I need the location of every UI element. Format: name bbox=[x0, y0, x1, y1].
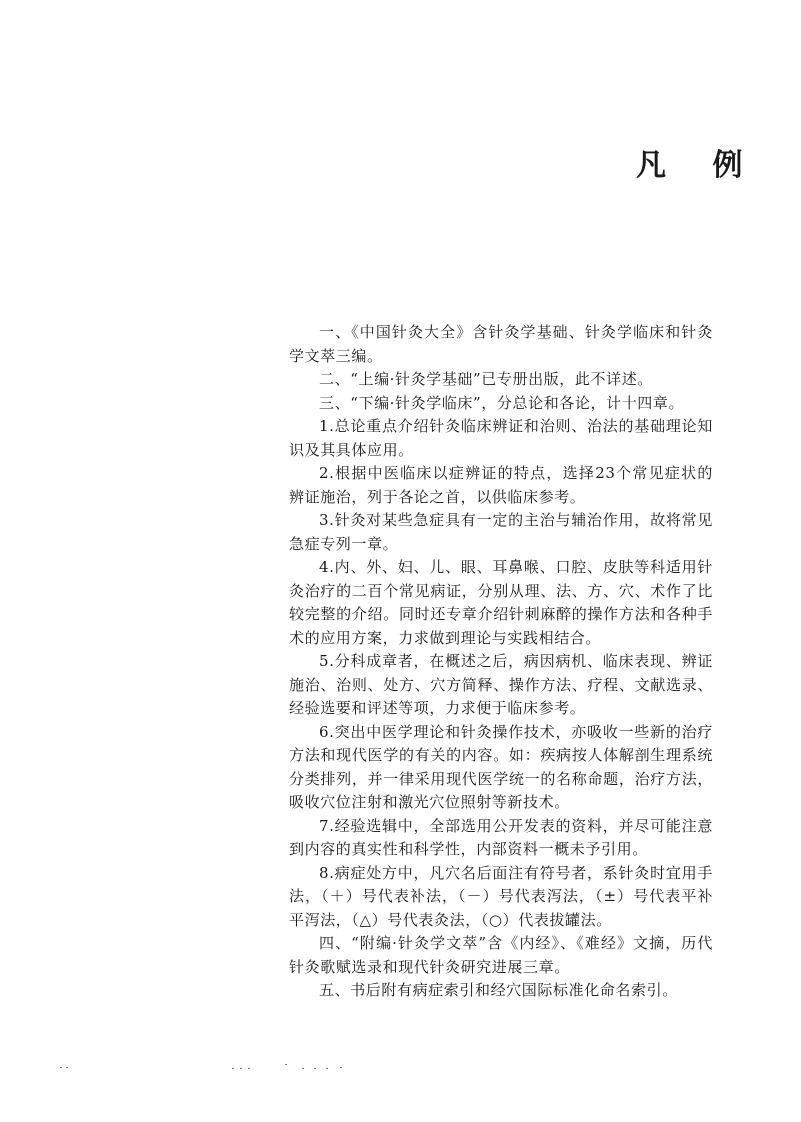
paragraph: 1.总论重点介绍针灸临床辨证和治则、治法的基础理论知识及其具体应用。 bbox=[289, 417, 713, 459]
scan-speck bbox=[314, 1068, 316, 1069]
paragraph: 6.突出中医学理论和针灸操作技术，亦吸收一些新的治疗方法和现代医学的有关的内容。如：疾病按人体解剖生理系统分类排列，并一律采用现代医学统一的名称命题，治疗方法，吸收穴位注射和激光穴位照射等新技术。 bbox=[289, 722, 713, 811]
body-text bbox=[289, 321, 713, 1003]
scan-speck bbox=[302, 1068, 304, 1069]
scan-speck bbox=[66, 1067, 68, 1068]
scan-speck bbox=[248, 1068, 250, 1069]
paragraph: 3.针灸对某些急症具有一定的主治与辅治作用，故将常见急症专列一章。 bbox=[289, 511, 713, 553]
scan-speck bbox=[285, 1064, 287, 1065]
paragraph: 4.内、外、妇、儿、眼、耳鼻喉、口腔、皮肤等科适用针灸治疗的二百个常见病证，分别从理、法、方、穴、术作了比较完整的介绍。同时还专章介绍针刺麻醉的操作方法和各种手术的应用方案，力求做到理论与实践相结合。 bbox=[289, 558, 713, 647]
paragraph: 2.根据中医临床以症辨证的特点，选择23个常见症状的辨证施治，列于各论之首，以供临床参考。 bbox=[289, 464, 713, 506]
paragraph: 三、“下编·针灸学临床”，分总论和各论，计十四章。 bbox=[319, 393, 685, 412]
paragraph: 四、“附编·针灸学文萃”含《内经》、《难经》文摘，历代针灸歌赋选录和现代针灸研究进展三章。 bbox=[289, 934, 713, 976]
scan-speck bbox=[340, 1067, 342, 1068]
paragraph: 8.病症处方中，凡穴名后面注有符号者，系针灸时宜用手法，（＋）号代表补法，（－）号代表泻法，（±）号代表平补平泻法，（△）号代表灸法，（○）代表拔罐法。 bbox=[289, 863, 713, 929]
paragraph: 5.分科成章者，在概述之后，病因病机、临床表现、辨证施治、治则、处方、穴方简释、操作方法、疗程、文献选录、经验选要和评述等项，力求便于临床参考。 bbox=[289, 652, 713, 717]
paragraph: 五、书后附有病症索引和经穴国际标准化命名索引。 bbox=[319, 981, 678, 999]
scan-speck bbox=[232, 1068, 234, 1069]
scan-speck bbox=[326, 1068, 328, 1069]
paragraph: 二、“上编·针灸学基础”已专册出版，此不详述。 bbox=[319, 370, 653, 388]
page-title: 凡 例 bbox=[636, 148, 761, 183]
scan-specks bbox=[60, 1064, 360, 1074]
scan-speck bbox=[60, 1067, 62, 1068]
scan-speck bbox=[240, 1068, 242, 1069]
paragraph: 一、《中国针灸大全》含针灸学基础、针灸学临床和针灸学文萃三编。 bbox=[289, 323, 713, 365]
paragraph: 7.经验选辑中，全部选用公开发表的资料，并尽可能注意到内容的真实性和科学性，内部资料一概未予引用。 bbox=[289, 816, 713, 858]
